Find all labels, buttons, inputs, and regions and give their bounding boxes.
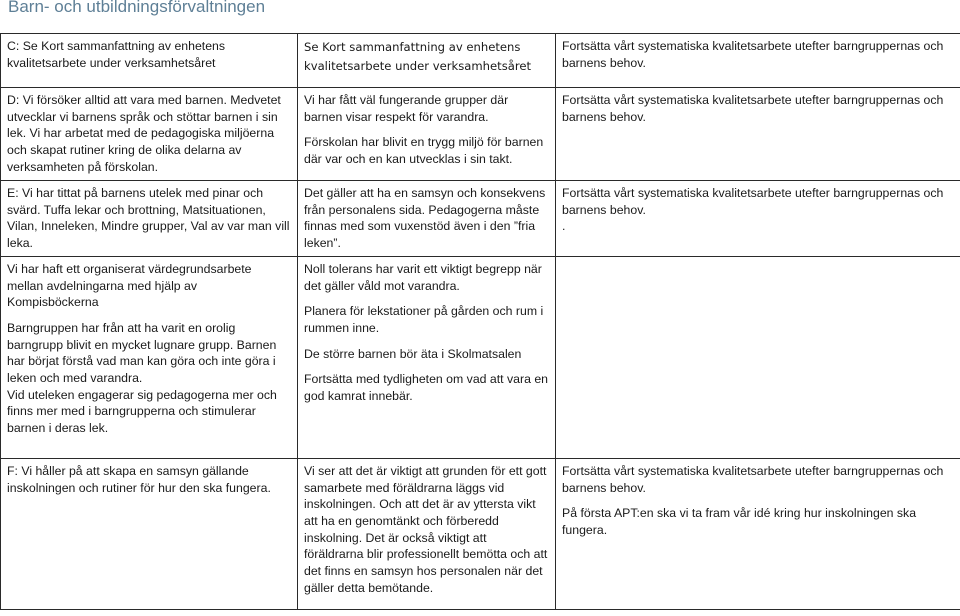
table-cell [1, 181, 298, 257]
table-cell [1, 256, 298, 458]
table-cell [556, 458, 960, 609]
cell-text: Se Kort sammanfattning av enhetens kvalitetsarbete under verksamhetsåret [304, 40, 532, 73]
table-row [1, 256, 960, 458]
table-cell [556, 88, 960, 181]
cell-text: Vi ser att det är viktigt att grunden för ett gott samarbete med föräldrarna läggs vid inskolningen. Och att det är av yttersta vikt att ha en genomtänkt och förberedd inskolning. Det är också viktigt att föräldrarna blir professionellt bemötta och att det finns en samsyn hos personalen när det gäller detta bemötande. [304, 463, 548, 595]
table-cell [556, 34, 960, 88]
cell-text: C: Se Kort sammanfattning av enhetens kvalitetsarbete under verksamhetsåret [7, 39, 226, 70]
cell-text: Fortsätta vårt systematiska kvalitetsarbete utefter barngruppernas och barnens behov. [562, 463, 944, 495]
cell-text: Vi har haft ett organiserat värdegrundsarbete mellan avdelningarna med hjälp av Kompisböckerna [7, 261, 252, 310]
table-cell [556, 181, 960, 257]
table-cell [1, 34, 298, 88]
cell-text: Noll tolerans har varit ett viktigt begrepp när det gäller våld mot varandra. [304, 261, 542, 293]
table-cell [298, 458, 556, 609]
table-cell [298, 88, 556, 181]
cell-text: F: Vi håller på att skapa en samsyn gällande inskolningen och rutiner för hur den ska fungera. [7, 463, 271, 495]
cell-text: Förskolan har blivit en trygg miljö för barnen där var och en kan utvecklas i sin takt. [304, 135, 544, 167]
table-cell [298, 256, 556, 458]
cell-text: Fortsätta vårt systematiska kvalitetsarbete utefter barngruppernas och barnens behov. [562, 39, 944, 70]
table-cell [556, 256, 960, 458]
table-cell [1, 88, 298, 181]
cell-text: D: Vi försöker alltid att vara med barnen. Medvetet utvecklar vi barnens språk och stöttar barnen i sin lek. Vi har arbetat med de pedagogiska miljöerna och skapat rutiner kring de olika delarna av verksamheten på förskolan. [7, 93, 281, 174]
table-row [1, 458, 960, 609]
cell-text: . [562, 219, 566, 234]
cell-text: På första APT:en ska vi ta fram vår idé kring hur inskolningen ska fungera. [562, 506, 917, 537]
table-row [1, 88, 960, 181]
cell-text: Vi har fått väl fungerande grupper där barnen visar respekt för varandra. [304, 93, 509, 124]
cell-text: Planera för lekstationer på gården och rum i rummen inne. [304, 304, 544, 335]
cell-text: E: Vi har tittat på barnens utelek med pinar och svärd. Tuffa lekar och brottning, Matsituationen, Vilan, Inneleken, Mindre grupper, Val av var man vill leka. [7, 186, 290, 251]
table-cell [1, 458, 298, 609]
cell-text: Det gäller att ha en samsyn och konsekvens från personalens sida. Pedagogerna måste finnas med som vuxenstöd även i den ”fria leken”. [304, 186, 546, 251]
cell-text: De större barnen bör äta i Skolmatsalen [304, 346, 522, 361]
table-cell [298, 181, 556, 257]
table-row [1, 34, 960, 88]
cell-text: Barngruppen har från att ha varit en orolig barngrupp blivit en mycket lugnare grupp. Barnen har börjat förstå vad man kan göra och inte göra i leken och med varandra. [7, 320, 277, 386]
table-cell [298, 34, 556, 88]
quality-table [0, 33, 960, 610]
page-title: Barn- och utbildningsförvaltningen [8, 0, 266, 16]
cell-text: Fortsätta vårt systematiska kvalitetsarbete utefter barngruppernas och barnens behov. [562, 186, 944, 217]
cell-text: Vid uteleken engagerar sig pedagogerna mer och finns mer med i barngrupperna och stimulerar barnen i deras lek. [7, 387, 277, 436]
table-row [1, 181, 960, 257]
cell-text: Fortsätta med tydligheten om vad att vara en god kamrat innebär. [304, 372, 549, 404]
cell-text: Fortsätta vårt systematiska kvalitetsarbete utefter barngruppernas och barnens behov. [562, 93, 944, 124]
